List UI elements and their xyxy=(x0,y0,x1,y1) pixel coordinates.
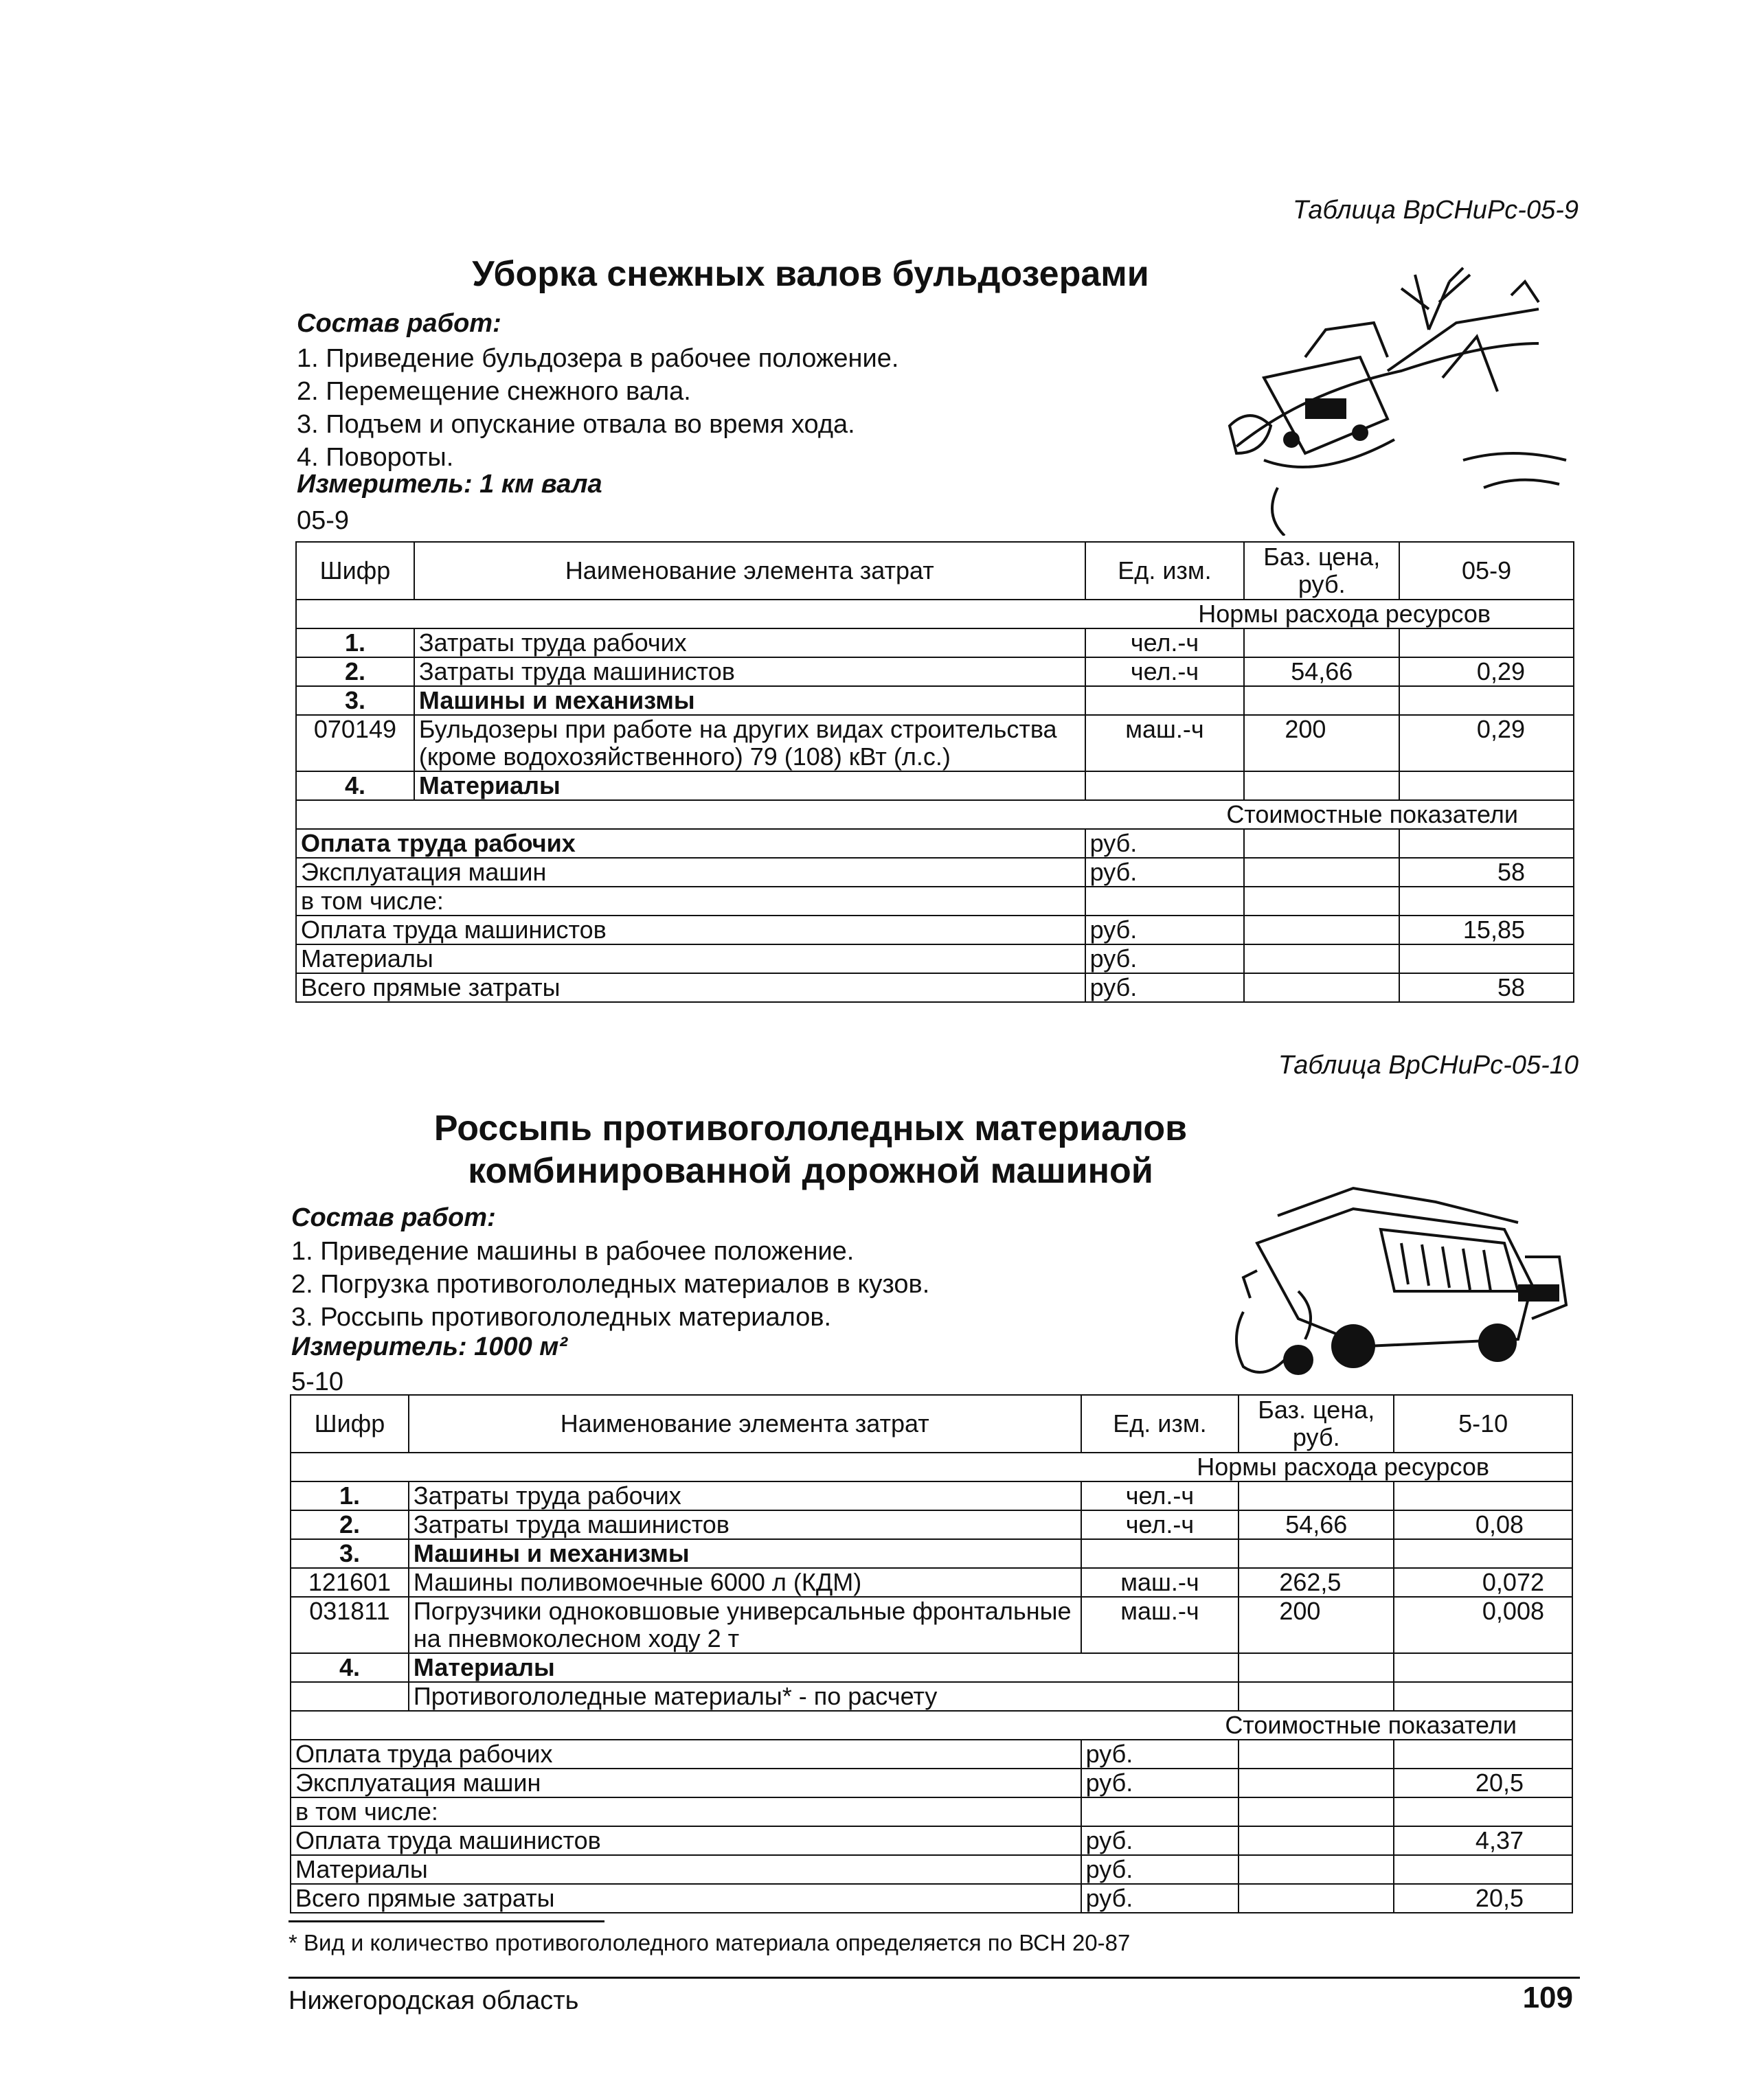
row-name: Затраты труда рабочих xyxy=(409,1481,1081,1510)
cost-name: в том числе: xyxy=(296,887,1085,916)
cost-value: 58 xyxy=(1399,858,1574,887)
table-code: 05-9 xyxy=(297,506,350,535)
row-unit: чел.-ч xyxy=(1085,657,1245,686)
row-code: 2. xyxy=(291,1510,409,1539)
row-unit xyxy=(1085,686,1245,715)
header-code: Шифр xyxy=(291,1395,409,1453)
step-item: 2. Перемещение снежного вала. xyxy=(297,377,691,406)
cost-header: Стоимостные показатели xyxy=(296,800,1574,829)
row-price xyxy=(1244,686,1399,715)
row-price xyxy=(1244,771,1399,800)
row-name: Материалы xyxy=(414,771,1085,800)
step-item: 3. Россыпь противогололедных материалов. xyxy=(291,1303,832,1332)
cost-value xyxy=(1399,829,1574,858)
cost-value xyxy=(1394,1740,1572,1769)
cost-value: 20,5 xyxy=(1394,1769,1572,1797)
row-name: Машины и механизмы xyxy=(409,1539,1081,1568)
row-name: Машины и механизмы xyxy=(414,686,1085,715)
row-value xyxy=(1399,771,1574,800)
row-code: 031811 xyxy=(291,1597,409,1653)
row-name: Бульдозеры при работе на других видах строительства (кроме водохозяйственного) 79 (108) кВт (л.с.) xyxy=(414,715,1085,771)
cost-header: Стоимостные показатели xyxy=(291,1711,1572,1740)
header-code: Шифр xyxy=(296,542,414,600)
cost-unit: руб. xyxy=(1081,1740,1239,1769)
measure-label: Измеритель: 1 км вала xyxy=(297,470,602,499)
header-unit: Ед. изм. xyxy=(1081,1395,1239,1453)
row-price xyxy=(1239,1481,1394,1510)
resource-table-1 xyxy=(295,541,1574,1003)
step-item: 4. Повороты. xyxy=(297,443,454,472)
row-value: 0,29 xyxy=(1399,715,1574,771)
row-unit: маш.-ч xyxy=(1081,1568,1239,1597)
row-name: Затраты труда рабочих xyxy=(414,628,1085,657)
page-number: 109 xyxy=(1522,1981,1573,2014)
table-label: Таблица ВрСНиРс-05-10 xyxy=(1278,1051,1579,1080)
footnote: * Вид и количество противогололедного материала определяется по ВСН 20-87 xyxy=(289,1930,1131,1955)
row-value xyxy=(1394,1682,1572,1711)
cost-name: Оплата труда рабочих xyxy=(291,1740,1081,1769)
row-value xyxy=(1399,686,1574,715)
cost-value: 20,5 xyxy=(1394,1884,1572,1913)
table-code: 5-10 xyxy=(291,1367,344,1396)
header-unit: Ед. изм. xyxy=(1085,542,1245,600)
row-price: 54,66 xyxy=(1239,1510,1394,1539)
footer-region: Нижегородская область xyxy=(289,1986,579,2015)
row-code: 2. xyxy=(296,657,414,686)
cost-name: Всего прямые затраты xyxy=(291,1884,1081,1913)
cost-unit: руб. xyxy=(1081,1769,1239,1797)
row-price xyxy=(1244,628,1399,657)
row-code: 3. xyxy=(291,1539,409,1568)
step-item: 3. Подъем и опускание отвала во время хода. xyxy=(297,410,855,439)
cost-unit: руб. xyxy=(1081,1826,1239,1855)
cost-name: Материалы xyxy=(296,944,1085,973)
row-value xyxy=(1394,1539,1572,1568)
row-code: 4. xyxy=(296,771,414,800)
cost-unit: руб. xyxy=(1081,1884,1239,1913)
row-value: 0,008 xyxy=(1394,1597,1572,1653)
cost-value: 4,37 xyxy=(1394,1826,1572,1855)
bulldozer-illustration xyxy=(1223,254,1580,536)
title-line: комбинированной дорожной машиной xyxy=(468,1151,1153,1191)
road-machine-illustration xyxy=(1216,1181,1573,1387)
row-unit: маш.-ч xyxy=(1081,1597,1239,1653)
cost-name: Оплата труда машинистов xyxy=(291,1826,1081,1855)
cost-name: Всего прямые затраты xyxy=(296,973,1085,1002)
title-line: Россыпь противогололедных материалов xyxy=(433,1109,1188,1148)
header-column: 5-10 xyxy=(1394,1395,1572,1453)
table-title: Уборка снежных валов бульдозерами xyxy=(472,254,1149,294)
row-unit xyxy=(1085,771,1245,800)
row-name: Затраты труда машинистов xyxy=(414,657,1085,686)
step-item: 1. Приведение машины в рабочее положение. xyxy=(291,1237,855,1266)
cost-name: Оплата труда рабочих xyxy=(296,829,1085,858)
cost-name: в том числе: xyxy=(291,1797,1081,1826)
row-name: Затраты труда машинистов xyxy=(409,1510,1081,1539)
cost-value: 58 xyxy=(1399,973,1574,1002)
cost-unit: руб. xyxy=(1085,858,1245,887)
row-code: 070149 xyxy=(296,715,414,771)
footnote-divider xyxy=(289,1920,604,1922)
composition-header: Состав работ: xyxy=(291,1203,496,1232)
header-name: Наименование элемента затрат xyxy=(414,542,1085,600)
row-code: 121601 xyxy=(291,1568,409,1597)
row-price xyxy=(1239,1539,1394,1568)
row-code: 1. xyxy=(296,628,414,657)
row-unit: чел.-ч xyxy=(1081,1481,1239,1510)
row-unit: чел.-ч xyxy=(1085,628,1245,657)
cost-value: 15,85 xyxy=(1399,916,1574,944)
row-value: 0,29 xyxy=(1399,657,1574,686)
step-item: 2. Погрузка противогололедных материалов в кузов. xyxy=(291,1270,930,1299)
header-name: Наименование элемента затрат xyxy=(409,1395,1081,1453)
cost-unit xyxy=(1081,1797,1239,1826)
row-price: 200 xyxy=(1244,715,1399,771)
cost-name: Эксплуатация машин xyxy=(296,858,1085,887)
cost-unit: руб. xyxy=(1085,829,1245,858)
cost-name: Оплата труда машинистов xyxy=(296,916,1085,944)
row-code: 1. xyxy=(291,1481,409,1510)
row-value: 0,072 xyxy=(1394,1568,1572,1597)
row-name: Материалы xyxy=(409,1653,1239,1682)
cost-name: Материалы xyxy=(291,1855,1081,1884)
row-name: Противогололедные материалы* - по расчету xyxy=(409,1682,1239,1711)
row-code xyxy=(291,1682,409,1711)
row-price xyxy=(1239,1682,1394,1711)
cost-unit: руб. xyxy=(1085,916,1245,944)
row-value: 0,08 xyxy=(1394,1510,1572,1539)
row-price: 262,5 xyxy=(1239,1568,1394,1597)
row-code: 3. xyxy=(296,686,414,715)
cost-value xyxy=(1399,944,1574,973)
row-price: 200 xyxy=(1239,1597,1394,1653)
cost-name: Эксплуатация машин xyxy=(291,1769,1081,1797)
row-price: 54,66 xyxy=(1244,657,1399,686)
resource-table-2 xyxy=(290,1394,1573,1913)
cost-unit xyxy=(1085,887,1245,916)
cost-unit: руб. xyxy=(1081,1855,1239,1884)
row-price xyxy=(1239,1653,1394,1682)
cost-value xyxy=(1394,1855,1572,1884)
footer-divider xyxy=(289,1977,1580,1979)
cost-value xyxy=(1399,887,1574,916)
table-title xyxy=(385,1107,1236,1192)
row-unit: чел.-ч xyxy=(1081,1510,1239,1539)
row-value xyxy=(1399,628,1574,657)
cost-unit: руб. xyxy=(1085,973,1245,1002)
row-value xyxy=(1394,1481,1572,1510)
cost-value xyxy=(1394,1797,1572,1826)
table-label: Таблица ВрСНиРс-05-9 xyxy=(1292,196,1579,225)
row-unit: маш.-ч xyxy=(1085,715,1245,771)
norms-header: Нормы расхода ресурсов xyxy=(291,1453,1572,1481)
step-item: 1. Приведение бульдозера в рабочее положение. xyxy=(297,344,899,373)
row-value xyxy=(1394,1653,1572,1682)
row-code: 4. xyxy=(291,1653,409,1682)
header-price: Баз. цена, руб. xyxy=(1244,542,1399,600)
composition-header: Состав работ: xyxy=(297,309,501,338)
measure-label: Измеритель: 1000 м² xyxy=(291,1332,568,1361)
cost-unit: руб. xyxy=(1085,944,1245,973)
header-price: Баз. цена, руб. xyxy=(1239,1395,1394,1453)
row-name: Погрузчики одноковшовые универсальные фронтальные на пневмоколесном ходу 2 т xyxy=(409,1597,1081,1653)
row-unit xyxy=(1081,1539,1239,1568)
header-column: 05-9 xyxy=(1399,542,1574,600)
norms-header: Нормы расхода ресурсов xyxy=(296,600,1574,628)
row-name: Машины поливомоечные 6000 л (КДМ) xyxy=(409,1568,1081,1597)
